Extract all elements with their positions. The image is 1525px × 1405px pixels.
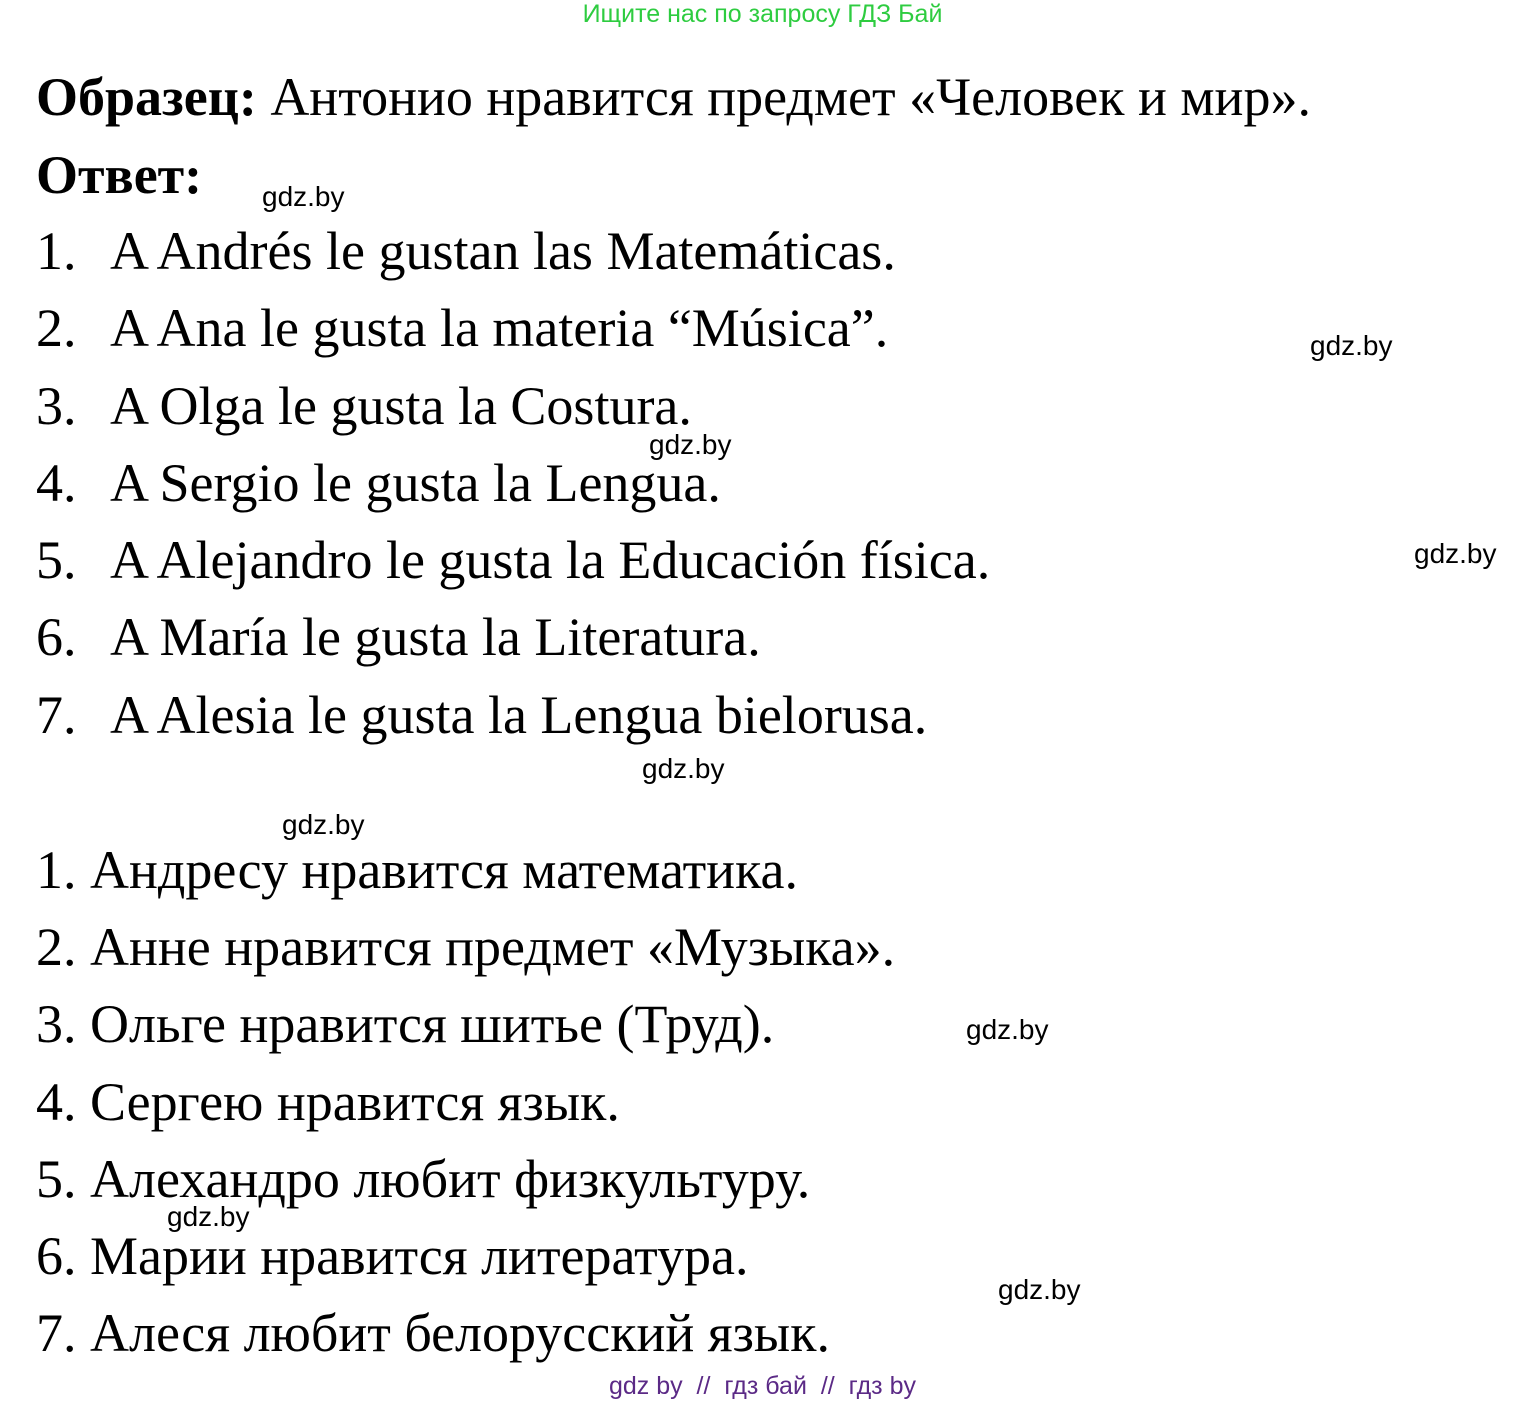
watermark: gdz.by <box>1414 538 1497 569</box>
item-number: 4. <box>36 1072 77 1132</box>
spanish-item <box>36 529 990 591</box>
item-text: Алехандро любит физкультуру. <box>90 1149 811 1209</box>
watermark: gdz.by <box>1310 330 1393 361</box>
item-number: 3. <box>36 994 77 1054</box>
item-text: Анне нравится предмет «Музыка». <box>90 917 896 977</box>
item-text: Андресу нравится математика. <box>90 840 798 900</box>
item-number: 2. <box>36 917 77 977</box>
top-banner: Ищите нас по запросу ГДЗ Бай <box>582 0 943 28</box>
watermark: gdz.by <box>966 1014 1049 1045</box>
sample-text: Антонио нравится предмет «Человек и мир». <box>270 67 1311 127</box>
item-number: 4. <box>36 453 77 513</box>
item-text: A María le gusta la Literatura. <box>110 607 761 667</box>
item-number: 6. <box>36 1226 77 1286</box>
spanish-item <box>36 606 761 668</box>
russian-item <box>36 1071 620 1133</box>
russian-item <box>36 993 774 1055</box>
spanish-item <box>36 684 927 746</box>
russian-item <box>36 839 798 901</box>
russian-item <box>36 1302 830 1364</box>
watermark: gdz.by <box>642 753 725 784</box>
item-text: A Sergio le gusta la Lengua. <box>110 453 721 513</box>
watermark: gdz.by <box>282 809 365 840</box>
item-text: A Olga le gusta la Costura. <box>110 376 692 436</box>
item-text: A Andrés le gustan las Matemáticas. <box>110 221 896 281</box>
russian-item <box>36 916 895 978</box>
item-number: 2. <box>36 298 77 358</box>
item-number: 3. <box>36 376 77 436</box>
watermark: gdz.by <box>998 1274 1081 1305</box>
item-text: A Ana le gusta la materia “Música”. <box>110 298 889 358</box>
spanish-item <box>36 297 888 359</box>
item-number: 7. <box>36 1303 77 1363</box>
item-text: A Alesia le gusta la Lengua bielorusa. <box>110 685 928 745</box>
sample-label: Образец: <box>36 67 257 127</box>
russian-item <box>36 1148 810 1210</box>
answer-label: Ответ: <box>36 145 203 205</box>
spanish-item <box>36 375 692 437</box>
item-number: 6. <box>36 607 77 667</box>
item-number: 1. <box>36 221 77 281</box>
item-text: A Alejandro le gusta la Educación física. <box>110 530 991 590</box>
item-text: Алеся любит белорусский язык. <box>90 1303 830 1363</box>
item-number: 5. <box>36 1149 77 1209</box>
item-number: 7. <box>36 685 77 745</box>
watermark: gdz.by <box>262 181 345 212</box>
watermark: gdz.by <box>649 429 732 460</box>
item-text: Марии нравится литература. <box>90 1226 749 1286</box>
spanish-item <box>36 452 721 514</box>
russian-item <box>36 1225 748 1287</box>
item-text: Ольге нравится шитье (Труд). <box>90 994 775 1054</box>
watermark: gdz.by <box>167 1201 250 1232</box>
item-text: Сергею нравится язык. <box>90 1072 620 1132</box>
item-number: 5. <box>36 530 77 590</box>
spanish-item <box>36 220 896 282</box>
footer-links: gdz by // гдз бай // гдз by <box>608 1372 916 1400</box>
item-number: 1. <box>36 840 77 900</box>
sample-line <box>36 66 1311 128</box>
